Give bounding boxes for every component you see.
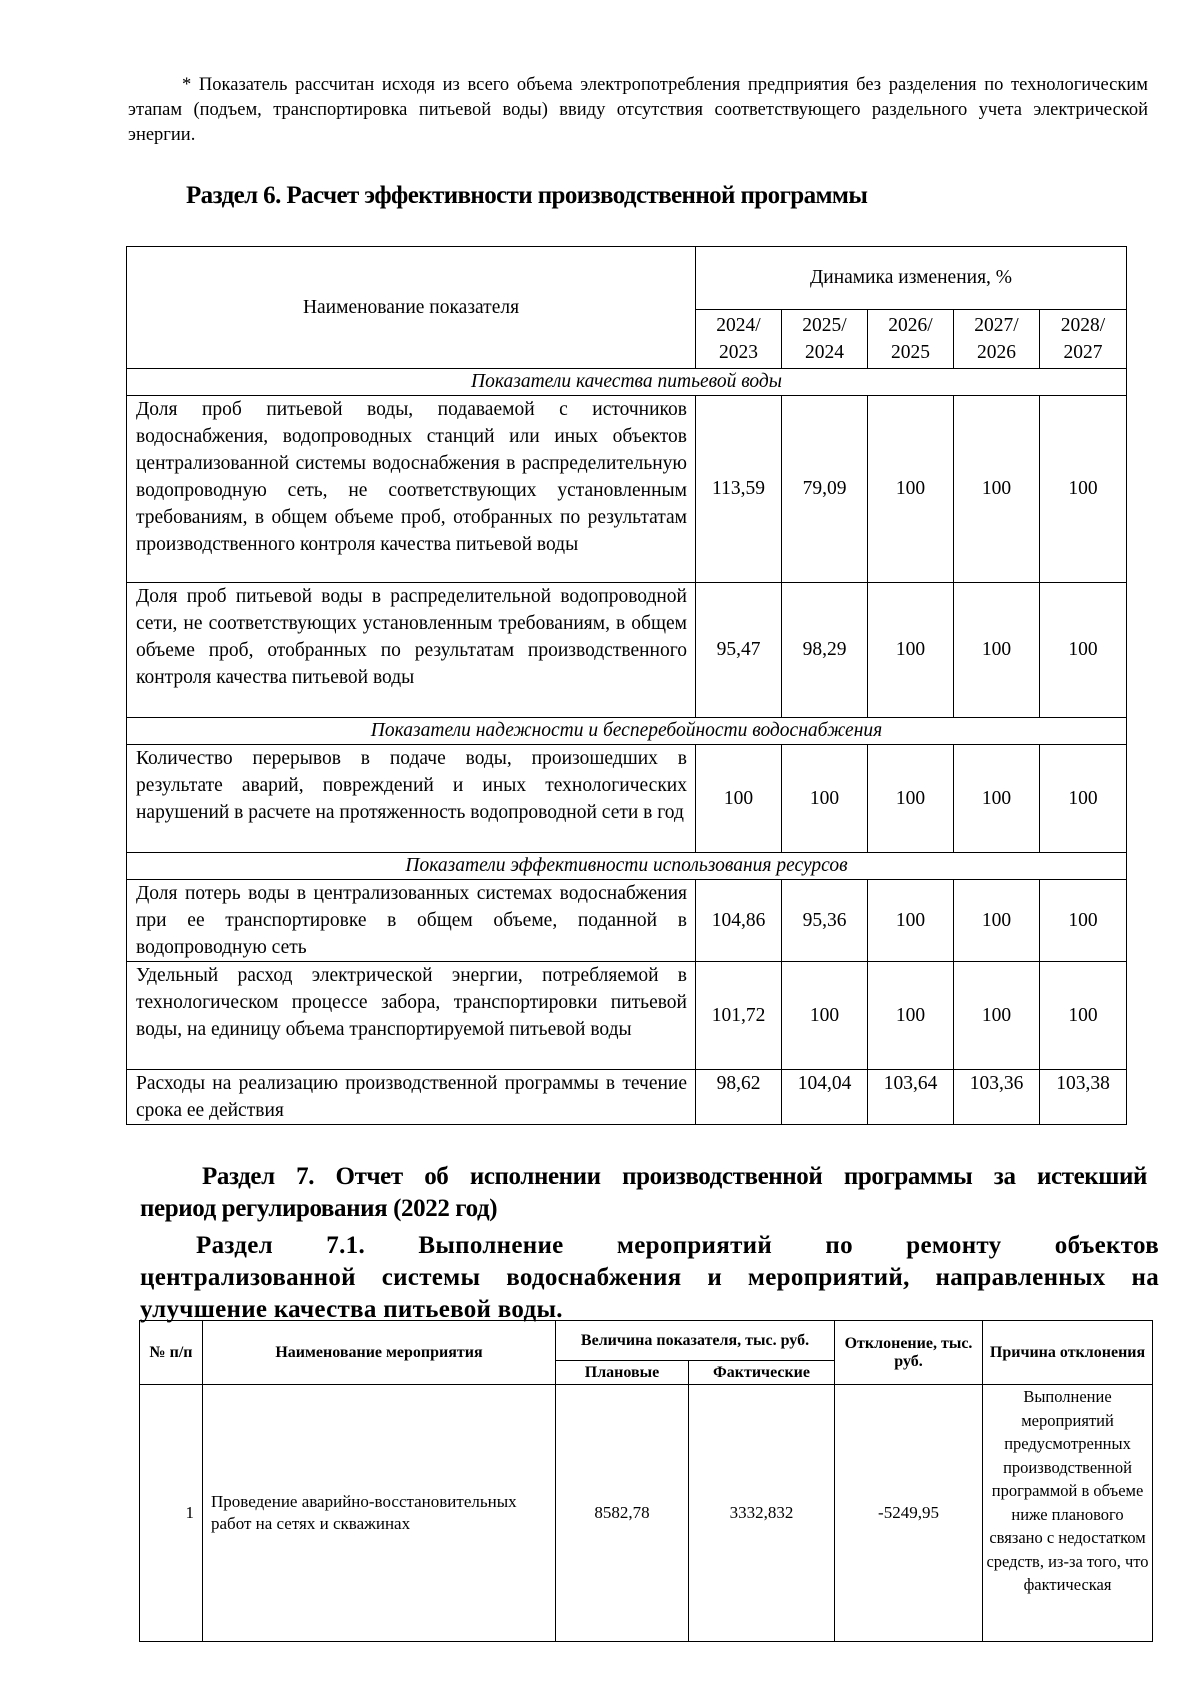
header-dynamics: Динамика изменения, % — [696, 247, 1127, 310]
group-title-resources: Показатели эффективности использования ресурсов — [127, 853, 1127, 880]
value-cell: 101,72 — [696, 962, 782, 1070]
value-cell: 100 — [1040, 962, 1127, 1070]
value-cell: 98,29 — [782, 583, 868, 718]
table-row — [127, 396, 1127, 583]
value-cell: 103,64 — [868, 1070, 954, 1125]
section6-title: Раздел 6. Расчет эффективности производственной программы — [186, 182, 868, 209]
year-header: 2025/ 2024 — [782, 310, 868, 369]
section71-title-line2: централизованной системы водоснабжения и мероприятий, направленных на — [140, 1264, 1159, 1291]
deviation-reason: Выполнение мероприятий предусмотренных производственной программой в объеме ниже планового связано с недостатком средств, из-за того, что фактическая — [983, 1385, 1153, 1642]
value-cell: 95,47 — [696, 583, 782, 718]
section71-title-line3: улучшение качества питьевой воды. — [140, 1296, 563, 1323]
value-cell: 103,38 — [1040, 1070, 1127, 1125]
table-row — [127, 880, 1127, 962]
value-cell: 100 — [954, 583, 1040, 718]
value-cell: 100 — [1040, 745, 1127, 853]
value-cell: 100 — [954, 745, 1040, 853]
planned-value: 8582,78 — [556, 1385, 689, 1642]
group-row — [127, 369, 1127, 396]
header-planned: Плановые — [556, 1361, 689, 1385]
value-cell: 100 — [1040, 396, 1127, 583]
group-row — [127, 718, 1127, 745]
value-cell: 104,04 — [782, 1070, 868, 1125]
actual-value: 3332,832 — [689, 1385, 835, 1642]
header-number: № п/п — [140, 1321, 203, 1385]
group-title-reliability: Показатели надежности и бесперебойности водоснабжения — [127, 718, 1127, 745]
value-cell: 79,09 — [782, 396, 868, 583]
value-cell: 100 — [696, 745, 782, 853]
header-indicator-name: Наименование показателя — [127, 247, 696, 369]
value-cell: 100 — [868, 396, 954, 583]
value-cell: 100 — [954, 396, 1040, 583]
header-deviation: Отклонение, тыс. руб. — [835, 1321, 983, 1385]
section7-title-line1: Раздел 7. Отчет об исполнении производственной программы за истекший — [202, 1163, 1147, 1190]
value-cell: 100 — [868, 745, 954, 853]
section7-title — [140, 1161, 1147, 1225]
indicator-name: Количество перерывов в подаче воды, произошедших в результате аварий, повреждений и иных технологических нарушений в расчете на протяженность водопроводной сети в год — [127, 745, 696, 853]
year-header: 2026/ 2025 — [868, 310, 954, 369]
indicator-name: Удельный расход электрической энергии, потребляемой в технологическом процессе забора, транспортировки питьевой воды, на единицу объема транспортируемой питьевой воды — [127, 962, 696, 1070]
value-cell: 100 — [868, 962, 954, 1070]
indicator-name: Расходы на реализацию производственной программы в течение срока ее действия — [127, 1070, 696, 1125]
value-cell: 104,86 — [696, 880, 782, 962]
table-row — [127, 1070, 1127, 1125]
year-header: 2027/ 2026 — [954, 310, 1040, 369]
section71-title-line1: Раздел 7.1. Выполнение мероприятий по ремонту объектов — [196, 1232, 1159, 1259]
header-measure-name: Наименование мероприятия — [203, 1321, 556, 1385]
measure-name: Проведение аварийно-восстановительных работ на сетях и скважинах — [203, 1385, 556, 1642]
value-cell: 100 — [1040, 583, 1127, 718]
measures-table — [139, 1320, 1153, 1642]
header-value: Величина показателя, тыс. руб. — [556, 1321, 835, 1361]
table-row — [140, 1385, 1153, 1642]
footnote: * Показатель рассчитан исходя из всего объема электропотребления предприятия без разделения по технологическим этапам (подъем, транспортировка питьевой воды) ввиду отсутствия соответствующего раздельного учета электрической энергии. — [128, 75, 1148, 145]
value-cell: 100 — [954, 880, 1040, 962]
header-actual: Фактические — [689, 1361, 835, 1385]
header-reason: Причина отклонения — [983, 1321, 1153, 1385]
value-cell: 95,36 — [782, 880, 868, 962]
group-row — [127, 853, 1127, 880]
table-row — [127, 583, 1127, 718]
deviation-value: -5249,95 — [835, 1385, 983, 1642]
row-number: 1 — [140, 1385, 203, 1642]
value-cell: 100 — [868, 880, 954, 962]
table-row — [127, 962, 1127, 1070]
value-cell: 103,36 — [954, 1070, 1040, 1125]
value-cell: 100 — [954, 962, 1040, 1070]
value-cell: 98,62 — [696, 1070, 782, 1125]
value-cell: 100 — [1040, 880, 1127, 962]
value-cell: 113,59 — [696, 396, 782, 583]
value-cell: 100 — [782, 745, 868, 853]
indicator-name: Доля проб питьевой воды в распределительной водопроводной сети, не соответствующих установленным требованиям, в общем объеме проб, отобранных по результатам производственного контроля качества питьевой воды — [127, 583, 696, 718]
value-cell: 100 — [868, 583, 954, 718]
table-row — [127, 745, 1127, 853]
section7-title-line2: период регулирования (2022 год) — [140, 1195, 498, 1222]
value-cell: 100 — [782, 962, 868, 1070]
indicator-name: Доля потерь воды в централизованных системах водоснабжения при ее транспортировке в общем объеме, поданной в водопроводную сеть — [127, 880, 696, 962]
section71-title — [140, 1230, 1159, 1326]
group-title-quality: Показатели качества питьевой воды — [127, 369, 1127, 396]
indicator-name: Доля проб питьевой воды, подаваемой с источников водоснабжения, водопроводных станций или иных объектов централизованной системы водоснабжения в распределительную водопроводную сеть, не соответствующих установленным требованиям, в общем объеме проб, отобранных по результатам производственного контроля качества питьевой воды — [127, 396, 696, 583]
year-header: 2024/ 2023 — [696, 310, 782, 369]
year-header: 2028/ 2027 — [1040, 310, 1127, 369]
efficiency-table — [126, 246, 1127, 1125]
